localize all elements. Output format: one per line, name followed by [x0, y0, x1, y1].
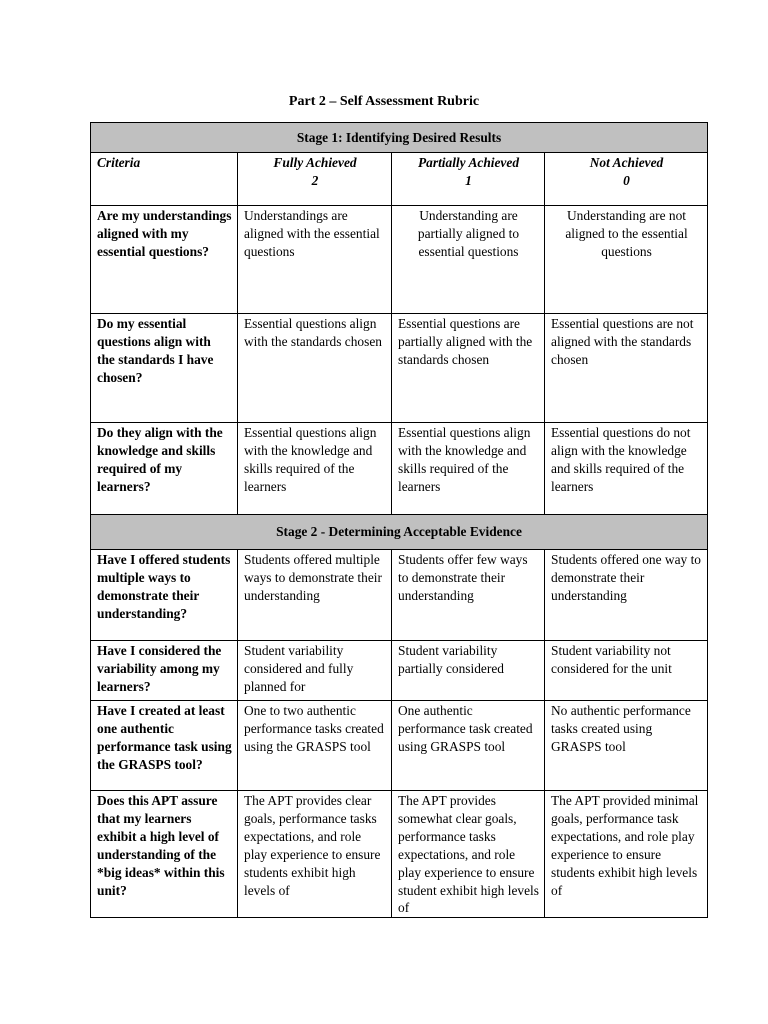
not-achieved-cell: Essential questions are not aligned with the standards chosen [545, 314, 708, 423]
fully-achieved-cell: One to two authentic performance tasks created using the GRASPS tool [238, 701, 392, 791]
fully-achieved-cell: The APT provides clear goals, performance tasks expectations, and role play experience to ensure students exhibit high levels of [238, 791, 392, 918]
partially-achieved-cell: Students offer few ways to demonstrate their understanding [392, 550, 545, 641]
fully-achieved-cell: Student variability considered and fully planned for [238, 641, 392, 701]
criteria-cell: Have I considered the variability among my learners? [91, 641, 238, 701]
level-label: Fully Achieved [273, 155, 357, 170]
fully-achieved-cell: Students offered multiple ways to demonstrate their understanding [238, 550, 392, 641]
stage-1-title: Stage 1: Identifying Desired Results [91, 123, 708, 153]
criteria-cell: Have I created at least one authentic performance task using the GRASPS tool? [91, 701, 238, 791]
level-label: Partially Achieved [417, 155, 520, 170]
criteria-header: Criteria [91, 153, 238, 206]
partially-achieved-cell: One authentic performance task created using GRASPS tool [392, 701, 545, 791]
partially-achieved-cell: Understanding are partially aligned to essential questions [392, 206, 545, 314]
partially-achieved-cell: The APT provides somewhat clear goals, performance tasks expectations, and role play experience to ensure student exhibit high levels of [392, 791, 545, 918]
not-achieved-cell: Understanding are not aligned to the essential questions [545, 206, 708, 314]
criteria-cell: Do my essential questions align with the standards I have chosen? [91, 314, 238, 423]
criteria-cell: Are my understandings aligned with my essential questions? [91, 206, 238, 314]
document-title: Part 2 – Self Assessment Rubric [288, 94, 480, 109]
partially-achieved-cell: Essential questions align with the knowledge and skills required of the learners [392, 423, 545, 515]
fully-achieved-cell: Essential questions align with the standards chosen [238, 314, 392, 423]
fully-achieved-cell: Essential questions align with the knowledge and skills required of the learners [238, 423, 392, 515]
criteria-cell: Do they align with the knowledge and skills required of my learners? [91, 423, 238, 515]
column-header-row [91, 153, 708, 206]
not-achieved-cell: Students offered one way to demonstrate their understanding [545, 550, 708, 641]
level-score: 2 [311, 172, 319, 188]
stage-2-title: Stage 2 - Determining Acceptable Evidence [91, 515, 708, 550]
table-row [91, 314, 708, 423]
level-label: Not Achieved [589, 155, 664, 170]
fully-achieved-header [238, 153, 392, 206]
table-row [91, 701, 708, 791]
stage-header-row [91, 515, 708, 550]
stage-header-row [91, 123, 708, 153]
table-row [91, 206, 708, 314]
not-achieved-header [545, 153, 708, 206]
not-achieved-cell: No authentic performance tasks created using GRASPS tool [545, 701, 708, 791]
table-row [91, 791, 708, 918]
not-achieved-cell: Essential questions do not align with the knowledge and skills required of the learners [545, 423, 708, 515]
table-row [91, 423, 708, 515]
table-row [91, 550, 708, 641]
rubric-table [90, 122, 708, 918]
fully-achieved-cell: Understandings are aligned with the essential questions [238, 206, 392, 314]
level-score: 0 [623, 172, 630, 188]
partially-achieved-header [392, 153, 545, 206]
partially-achieved-cell: Essential questions are partially aligned with the standards chosen [392, 314, 545, 423]
level-score: 1 [465, 172, 472, 188]
not-achieved-cell: The APT provided minimal goals, performance task expectations, and role play experience to ensure students exhibit high levels of [545, 791, 708, 918]
criteria-cell: Have I offered students multiple ways to demonstrate their understanding? [91, 550, 238, 641]
criteria-cell: Does this APT assure that my learners exhibit a high level of understanding of the *big ideas* within this unit? [91, 791, 238, 918]
table-row [91, 641, 708, 701]
partially-achieved-cell: Student variability partially considered [392, 641, 545, 701]
not-achieved-cell: Student variability not considered for the unit [545, 641, 708, 701]
